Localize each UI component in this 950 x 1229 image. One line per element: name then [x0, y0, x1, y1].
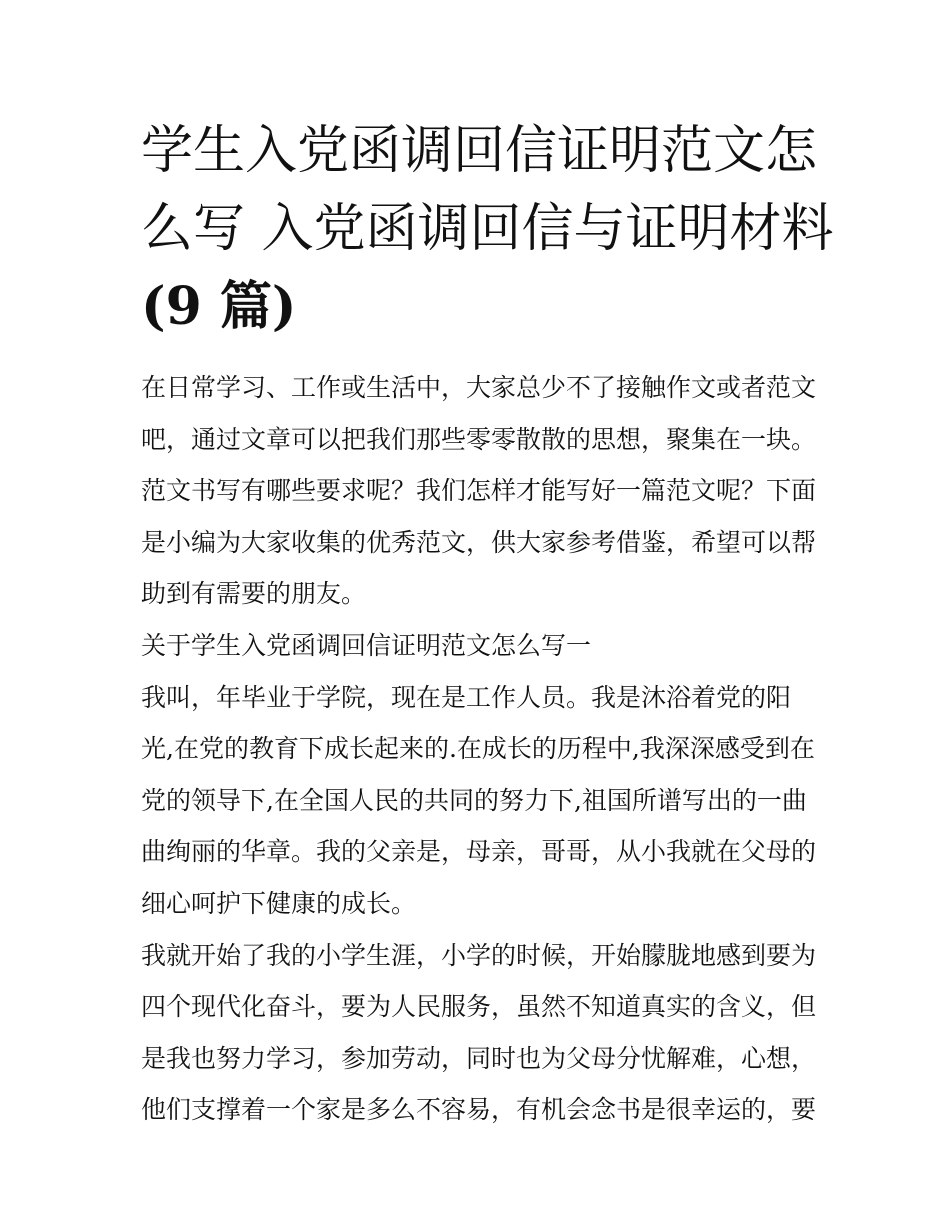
section-heading: 关于学生入党函调回信证明范文怎么写一: [141, 630, 592, 660]
text-line: 助到有需要的朋友。: [141, 579, 367, 609]
text-line: 细心呵护下健康的成长。: [141, 888, 417, 918]
text-line: 是小编为大家收集的优秀范文，供大家参考借鉴，希望可以帮: [141, 527, 817, 557]
document-content: [141, 112, 834, 1136]
title-line-1: 学生入党函调回信证明范文怎: [141, 121, 818, 181]
text-line: 四个现代化奋斗，要为人民服务，虽然不知道真实的含义，但: [141, 992, 817, 1022]
text-line: 范文书写有哪些要求呢？我们怎样才能写好一篇范文呢？下面: [141, 476, 817, 506]
text-line: 他们支撑着一个家是多么不容易，有机会念书是很幸运的，要: [141, 1095, 817, 1125]
text-line: 吧，通过文章可以把我们那些零零散散的思想，聚集在一块。: [141, 424, 817, 454]
body-text: [141, 362, 817, 1136]
title-line-3: (9 篇): [141, 276, 297, 337]
text-line: 曲绚丽的华章。我的父亲是，母亲，哥哥，从小我就在父母的: [141, 837, 817, 867]
text-line: 是我也努力学习，参加劳动，同时也为父母分忧解难，心想，: [141, 1043, 817, 1073]
text-line: 光,在党的教育下成长起来的.在成长的历程中,我深深感受到在: [141, 734, 815, 764]
title-line-2: 么写 入党函调回信与证明材料: [141, 199, 834, 259]
text-line: 党的领导下,在全国人民的共同的努力下,祖国所谱写出的一曲: [141, 785, 807, 815]
text-line: 在日常学习、工作或生活中，大家总少不了接触作文或者范文: [141, 373, 817, 402]
text-line: 我就开始了我的小学生涯，小学的时候，开始朦胧地感到要为: [141, 940, 817, 970]
page-title: [141, 112, 834, 346]
text-line: 我叫，年毕业于学院，现在是工作人员。我是沐浴着党的阳: [141, 682, 792, 712]
